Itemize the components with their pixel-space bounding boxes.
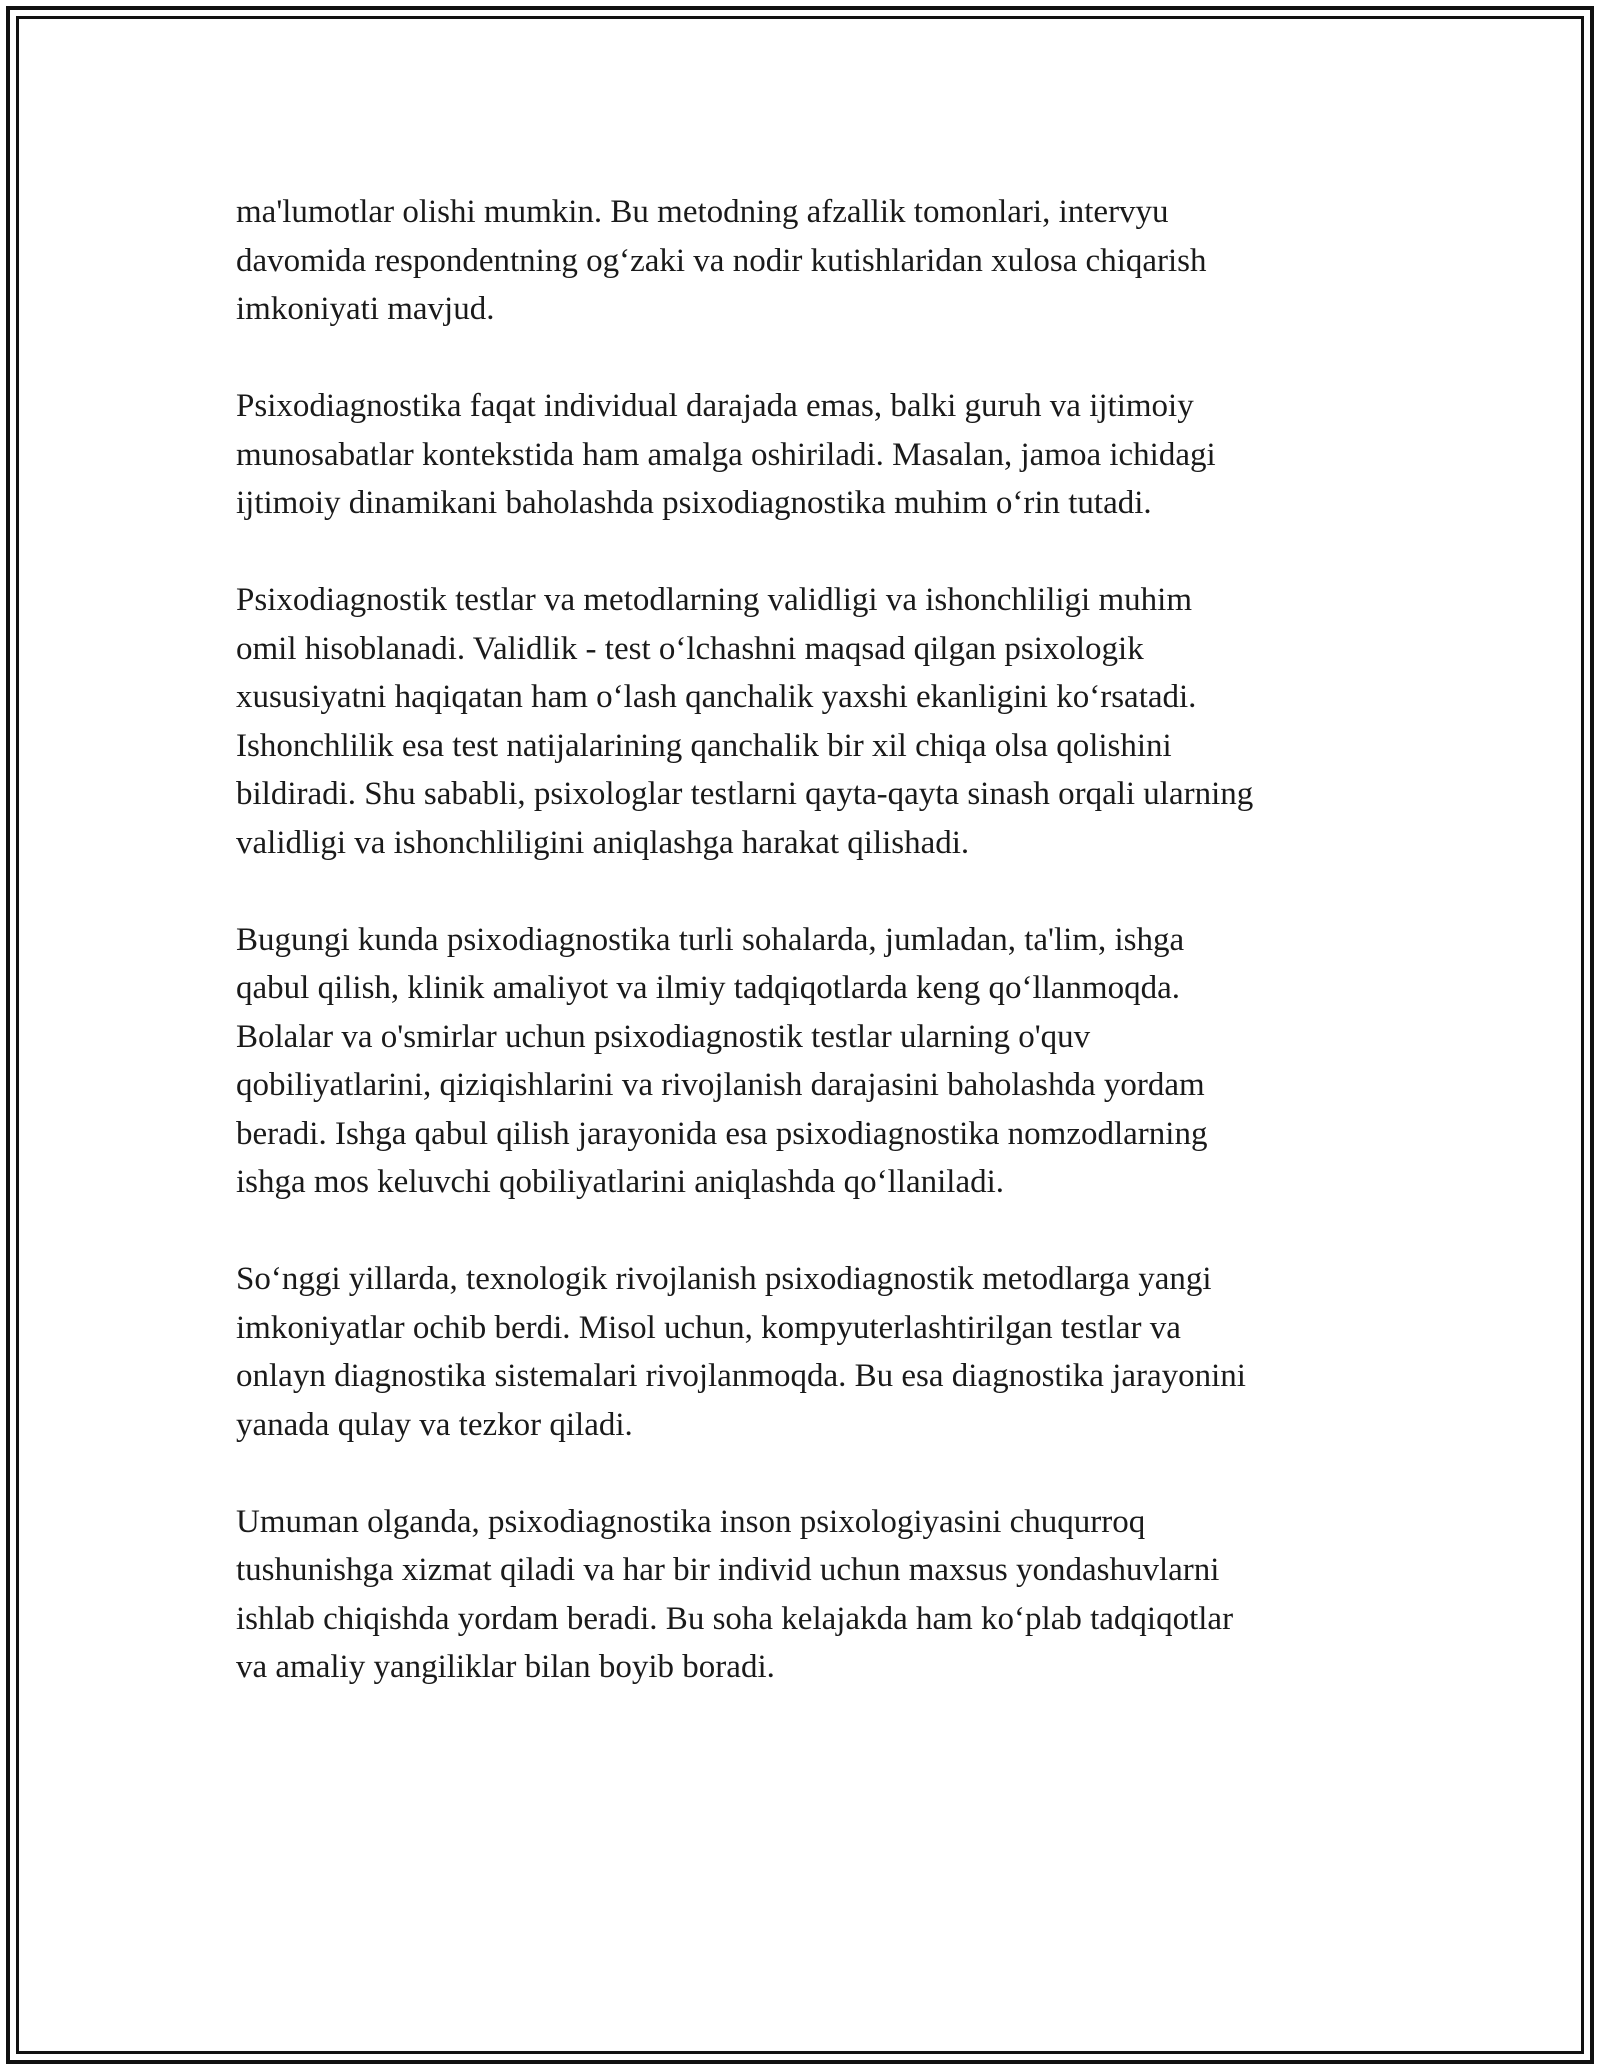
- text-line: xususiyatni haqiqatan ham o‘lash qanchalik yaxshi ekanligini ko‘rsatadi.: [236, 679, 1197, 715]
- paragraph-6: [236, 1498, 1386, 1692]
- text-line: ishlab chiqishda yordam beradi. Bu soha kelajakda ham ko‘plab tadqiqotlar: [236, 1600, 1234, 1637]
- text-line: Bugungi kunda psixodiagnostika turli sohalarda, jumladan, ta'lim, ishga: [236, 921, 1185, 958]
- paragraph-3: [236, 576, 1386, 867]
- paragraph-4: [236, 916, 1386, 1207]
- text-line: So‘nggi yillarda, texnologik rivojlanish psixodiagnostik metodlarga yangi: [236, 1261, 1212, 1297]
- text-line: davomida respondentning og‘zaki va nodir kutishlaridan xulosa chiqarish: [236, 242, 1207, 279]
- text-line: qobiliyatlarini, qiziqishlarini va rivojlanish darajasini baholashda yordam: [236, 1067, 1205, 1103]
- paragraph-5: [236, 1255, 1386, 1449]
- text-line: yanada qulay va tezkor qiladi.: [236, 1406, 633, 1443]
- text-line: imkoniyati mavjud.: [236, 291, 495, 327]
- text-line: ishga mos keluvchi qobiliyatlarini aniqlashda qo‘llaniladi.: [236, 1164, 1005, 1200]
- text-line: va amaliy yangiliklar bilan boyib boradi.: [236, 1649, 775, 1685]
- text-line: omil hisoblanadi. Validlik - test o‘lchashni maqsad qilgan psixologik: [236, 630, 1144, 667]
- text-line: onlayn diagnostika sistemalari rivojlanmoqda. Bu esa diagnostika jarayonini: [236, 1358, 1246, 1394]
- text-line: Umuman olganda, psixodiagnostika inson psixologiyasini chuqurroq: [236, 1503, 1146, 1540]
- paragraph-2: [236, 382, 1386, 528]
- text-line: imkoniyatlar ochib berdi. Misol uchun, kompyuterlashtirilgan testlar va: [236, 1309, 1181, 1346]
- text-line: bildiradi. Shu sababli, psixologlar testlarni qayta-qayta sinash orqali ularning: [236, 776, 1254, 812]
- document-body: [236, 188, 1386, 1740]
- text-line: ma'lumotlar olishi mumkin. Bu metodning afzallik tomonlari, intervyu: [236, 194, 1169, 230]
- text-line: Ishonchlilik esa test natijalarining qanchalik bir xil chiqa olsa qolishini: [236, 727, 1172, 764]
- text-line: munosabatlar kontekstida ham amalga oshiriladi. Masalan, jamoa ichidagi: [236, 436, 1216, 473]
- text-line: tushunishga xizmat qiladi va har bir individ uchun maxsus yondashuvlarni: [236, 1552, 1220, 1588]
- text-line: qabul qilish, klinik amaliyot va ilmiy tadqiqotlarda keng qo‘llanmoqda.: [236, 970, 1180, 1006]
- text-line: validligi va ishonchliligini aniqlashga harakat qilishadi.: [236, 824, 970, 861]
- text-line: Bolalar va o'smirlar uchun psixodiagnostik testlar ularning o'quv: [236, 1018, 1091, 1055]
- text-line: ijtimoiy dinamikani baholashda psixodiagnostika muhim o‘rin tutadi.: [236, 485, 1152, 521]
- text-line: Psixodiagnostika faqat individual darajada emas, balki guruh va ijtimoiy: [236, 388, 1194, 424]
- text-line: Psixodiagnostik testlar va metodlarning validligi va ishonchliligi muhim: [236, 582, 1192, 618]
- text-line: beradi. Ishga qabul qilish jarayonida esa psixodiagnostika nomzodlarning: [236, 1115, 1208, 1152]
- paragraph-1: [236, 188, 1386, 334]
